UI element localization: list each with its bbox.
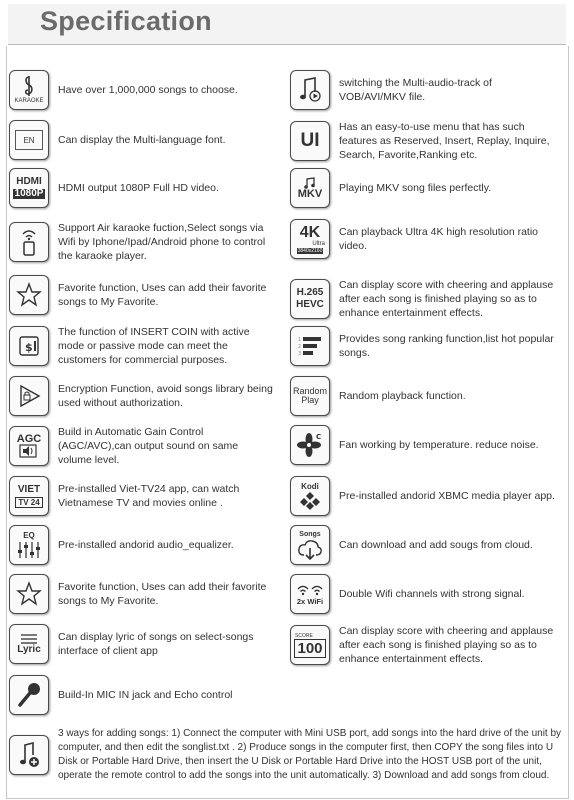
feature-text: Build in Automatic Gain Control (AGC/AVC),can output sound on same volume level.: [58, 426, 239, 466]
feature-right-2: [290, 168, 562, 208]
feature-text: Has an easy-to-use menu that has such features as Reserved, Insert, Replay, Inquire, Search, Favorite,Ranking etc.: [339, 121, 550, 161]
feature-left-3: [9, 221, 277, 263]
mkv-icon: MKV: [290, 168, 330, 208]
feature-text: The function of INSERT COIN with active mode or passive mode can meet the customers for commercial purposes.: [58, 326, 250, 366]
feature-left-5: [9, 325, 277, 367]
header-bar: [8, 4, 566, 45]
feature-right-10: [290, 574, 562, 614]
cloud-download-icon: Songs: [290, 525, 330, 565]
feature-text: Encryption Function, avoid songs library being used without authorization.: [58, 383, 273, 409]
svg-text:1: 1: [298, 337, 302, 343]
feature-text: Pre-installed andorid audio_equalizer.: [58, 539, 234, 551]
feature-right-9: [290, 525, 562, 565]
viet-tv24-icon: VIET TV 24: [9, 476, 49, 516]
wifi-phone-icon: [9, 222, 49, 262]
star-icon: [9, 275, 49, 315]
svg-text:2: 2: [298, 344, 302, 350]
star-icon: [9, 574, 49, 614]
feature-left-7: [9, 425, 277, 467]
svg-text:C: C: [316, 433, 322, 441]
feature-left-4: [9, 275, 277, 315]
random-play-icon: Random Play: [290, 376, 330, 416]
feature-text: switching the Multi-audio-track of VOB/AVI/MKV file.: [339, 77, 492, 103]
feature-right-11: [290, 624, 562, 666]
microphone-icon: [9, 675, 49, 715]
feature-text: Can display score with cheering and applause after each song is finished playing so as to enhance entertainment effects.: [339, 279, 554, 319]
feature-text: Build-In MIC IN jack and Echo control: [58, 689, 233, 701]
feature-right-3: [290, 219, 562, 259]
equalizer-icon: EQ: [9, 525, 49, 565]
kodi-icon: Kodi: [290, 476, 330, 516]
feature-left-6: [9, 376, 277, 416]
feature-text: 3 ways for adding songs: 1) Connect the computer with Mini USB port, add songs into the hard drive of the unit by computer, and then edit the songlist.txt . 2) Produce songs in the computer first, then COPY the song files into U Disk or Portable Hard Drive, then insert the U Disk or Portable Hard Drive into the HOST USB port of the unit, operate the remote control to add the songs into the unit automatically. 3) Download and add songs from cloud.: [58, 728, 562, 781]
feature-text: Provides song ranking function,list hot popular songs.: [339, 333, 554, 359]
feature-text: Can display score with cheering and applause after each song is finished playing so as to enhance entertainment effects.: [339, 625, 554, 665]
ui-icon: UI: [290, 121, 330, 161]
h265-hevc-icon: H.265 HEVC: [290, 279, 330, 319]
feature-text: Double Wifi channels with strong signal.: [339, 588, 525, 600]
feature-text: Can display lyric of songs on select-songs interface of client app: [58, 631, 254, 657]
feature-right-4: [290, 278, 562, 320]
coin-slot-icon: [9, 326, 49, 366]
dual-wifi-icon: 2x WiFi: [290, 574, 330, 614]
feature-text: Favorite function, Uses can add their favorite songs to My Favorite.: [58, 581, 267, 607]
feature-text: Can download and add sougs from cloud.: [339, 539, 533, 551]
svg-text:$: $: [25, 341, 33, 354]
feature-right-5: [290, 326, 562, 366]
multi-audio-icon: [290, 70, 330, 110]
feature-left-0: [9, 70, 277, 110]
feature-right-1: [290, 120, 562, 162]
feature-text: Playing MKV song files perfectly.: [339, 182, 492, 194]
feature-text: HDMI output 1080P Full HD video.: [58, 182, 219, 194]
lyric-icon: Lyric: [9, 624, 49, 664]
hdmi-1080p-icon: HDMI 1080P: [9, 168, 49, 208]
feature-left-11: [9, 624, 277, 664]
agc-speaker-icon: AGC: [9, 426, 49, 466]
feature-text: Can display the Multi-language font.: [58, 134, 226, 146]
page-title: Specification: [40, 6, 212, 36]
add-songs-icon: [9, 735, 49, 775]
fan-temperature-icon: [290, 425, 330, 465]
feature-right-6: [290, 376, 562, 416]
feature-text: Pre-installed Viet-TV24 app, can watch Vietnamese TV and movies online .: [58, 483, 240, 509]
score-100-icon: SCORE 100: [290, 625, 330, 665]
karaoke-icon: KARAOKE: [9, 70, 49, 110]
feature-text: Can playback Ultra 4K high resolution ratio video.: [339, 226, 539, 252]
feature-right-7: [290, 425, 562, 465]
feature-bottom: [9, 727, 565, 783]
svg-text:3: 3: [298, 351, 302, 357]
feature-right-8: [290, 476, 562, 516]
language-font-icon: EN: [9, 120, 49, 160]
feature-text: Random playback function.: [339, 390, 466, 402]
feature-text: Pre-installed andorid XBMC media player app.: [339, 490, 555, 502]
play-lock-icon: [9, 376, 49, 416]
feature-left-12: [9, 675, 277, 715]
feature-text: Support Air karaoke fuction,Select songs via Wifi by Iphone/Ipad/Android phone to control the karaoke player.: [58, 222, 266, 262]
4k-ultra-icon: 4K Ultra 3840x2160: [290, 219, 330, 259]
feature-left-2: [9, 168, 277, 208]
feature-left-10: [9, 574, 277, 614]
feature-text: Have over 1,000,000 songs to choose.: [58, 84, 238, 96]
feature-right-0: [290, 70, 562, 110]
ranking-list-icon: [290, 326, 330, 366]
feature-text: Fan working by temperature. reduce noise.: [339, 439, 539, 451]
feature-left-8: [9, 476, 277, 516]
feature-left-1: [9, 120, 277, 160]
feature-text: Favorite function, Uses can add their favorite songs to My Favorite.: [58, 282, 267, 308]
feature-left-9: [9, 525, 277, 565]
